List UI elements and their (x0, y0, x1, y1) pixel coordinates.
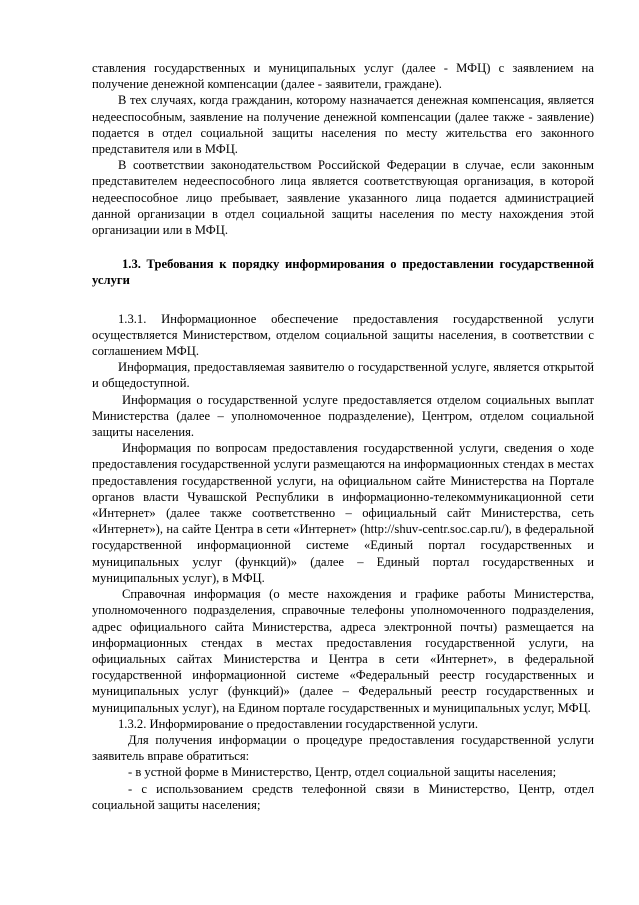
paragraph-information-provider: Информация о государственной услуге предоставляется отделом социальных выплат Министерства (далее – уполномоченное подразделение), Центром, отделом социальной защиты населения. (92, 392, 594, 440)
list-item-telephone: - с использованием средств телефонной связи в Министерство, Центр, отдел социальной защиты населения; (92, 781, 594, 812)
paragraph-reference-information: Справочная информация (о месте нахождения и графике работы Министерства, уполномоченного подразделения, справочные телефоны уполномоченного подразделения, адрес официального сайта Министерства, адреса электронной почты) размещается на информационных стендах в местах предоставления государственной услуги, на официальных сайтах Министерства и Центра в сети «Интернет», в федеральной государственной информационной системе «Федеральный реестр государственных и муниципальных услуг (функций)» (далее – Федеральный реестр государственных и муниципальных услуг), на Едином портале государственных и муниципальных услуг, МФЦ. (92, 587, 594, 715)
paragraph-legal-representative: В соответствии законодательством Российской Федерации в случае, если законным представителем недееспособного лица является соответствующая организация, в которой недееспособное лицо пребывает, заявление указанного лица подается администрацией данной организации в отдел социальной защиты населения по месту нахождения этой организации или в МФЦ. (92, 158, 594, 238)
paragraph-continuation: ставления государственных и муниципальных услуг (далее - МФЦ) с заявлением на получение денежной компенсации (далее - заявители, граждане). (92, 61, 594, 92)
paragraph-1-3-1: 1.3.1. Информационное обеспечение предоставления государственной услуги осуществляется Министерством, отделом социальной защиты населения, в соответствии с соглашением МФЦ. (92, 311, 594, 359)
paragraph-information-open: Информация, предоставляемая заявителю о государственной услуге, является открытой и общедоступной. (92, 360, 594, 391)
paragraph-information-placement: Информация по вопросам предоставления государственной услуги, сведения о ходе предоставления государственной услуги размещаются на информационных стендах в местах предоставления государственной услуги, на официальном сайте Министерства на Портале органов власти Чувашской Республики в информационно-телекоммуникационной сети «Интернет» (далее также соответственно – официальный сайт Министерства, сеть «Интернет»), на сайте Центра в сети «Интернет» (http://shuv-centr.soc.cap.ru/), в федеральной государственной информационной системе «Единый портал государственных и муниципальных услуг (функций)» (далее – Единый портал государственных и муниципальных услуг), в МФЦ. (92, 441, 594, 585)
paragraph-1-3-2: 1.3.2. Информирование о предоставлении государственной услуги. (118, 716, 478, 731)
document-page (92, 60, 594, 813)
list-item-oral-form: - в устной форме в Министерство, Центр, отдел социальной защиты населения; (128, 765, 557, 780)
paragraph-incapacitated-citizen: В тех случаях, когда гражданин, которому назначается денежная компенсация, является недееспособным, заявление на получение денежной компенсации (далее также - заявление) подается в отдел социальной защиты населения по месту жительства его законного представителя или в МФЦ. (92, 93, 594, 157)
paragraph-how-to-obtain: Для получения информации о процедуре предоставления государственной услуги заявитель вправе обратиться: (92, 732, 594, 764)
section-heading: 1.3. Требования к порядку информирования о предоставлении государственной услуги (92, 257, 594, 288)
